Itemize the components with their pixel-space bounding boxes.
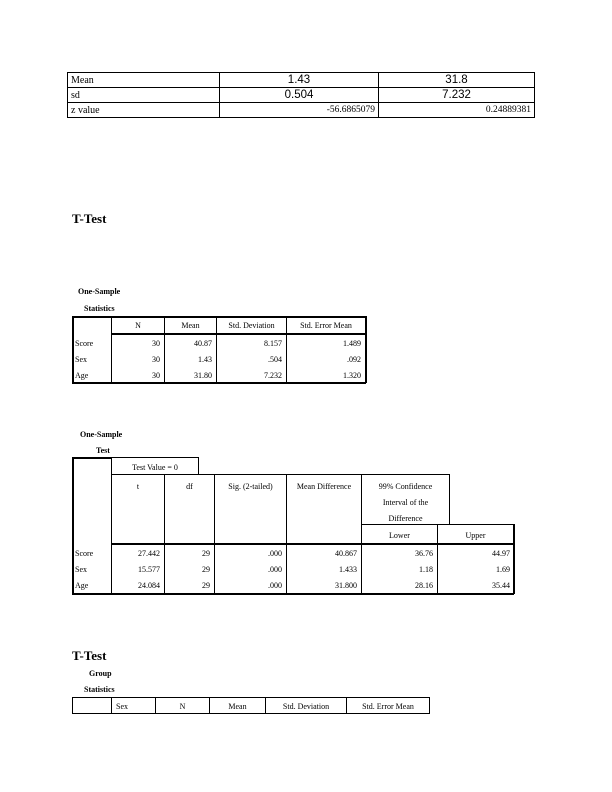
table-caption: Test [96,446,110,455]
column-header: N [135,321,141,330]
column-header: Mean [181,321,200,330]
row-label: Sex [75,355,87,364]
column-header: Mean [228,702,247,711]
cell-value: 44.97 [492,549,510,558]
cell-value: 29 [202,549,210,558]
row-label: Score [75,549,94,558]
column-header: Sig. (2-tailed) [228,482,273,491]
column-header: Upper [465,531,486,540]
cell-value: 31.800 [335,581,357,590]
row-label: Score [75,339,94,348]
cell-value: 1.69 [496,565,510,574]
cell-value: 1.433 [339,565,357,574]
summary-table [67,72,535,118]
cell-value: 40.867 [335,549,357,558]
cell-value: .000 [268,581,282,590]
section-heading: T-Test [72,648,107,663]
test-value-label: Test Value = 0 [132,463,178,472]
row-label: Age [75,371,89,380]
cell-value: 29 [202,581,210,590]
column-header: t [136,482,140,491]
column-header: Difference [388,514,423,523]
table-caption: One-Sample [78,287,121,296]
column-header: Sex [116,702,128,711]
cell-value: 1.43 [220,73,379,88]
column-header: N [179,702,186,711]
cell-value: 24.084 [138,581,160,590]
cell-value: 30 [152,339,160,348]
cell-value: 7.232 [264,371,282,380]
cell-value: 30 [152,355,160,364]
column-header: df [186,482,193,491]
table-caption: One-Sample [80,430,123,439]
cell-value: 1.489 [343,339,361,348]
cell-value: 0.24889381 [379,103,535,118]
column-header: 99% Confidence [378,482,433,491]
column-header: Std. Error Mean [362,702,414,711]
column-header: Std. Deviation [228,321,275,330]
cell-value: .504 [268,355,282,364]
cell-value: 28.16 [415,581,433,590]
cell-value: 31.80 [194,371,212,380]
cell-value: .092 [347,355,361,364]
cell-value: 40.87 [194,339,212,348]
cell-value: 8.157 [264,339,282,348]
summary-row-sd [68,88,535,103]
column-header: Interval of the [382,498,429,507]
summary-row-z [68,103,535,118]
cell-value: 1.320 [343,371,361,380]
table-caption: Group [89,669,112,678]
row-label: z value [68,103,220,118]
column-header: Mean Difference [296,482,352,491]
section-heading: T-Test [72,211,107,226]
cell-value: 35.44 [492,581,510,590]
row-label: Age [75,581,89,590]
row-label: Sex [75,565,87,574]
cell-value: 27.442 [138,549,160,558]
cell-value: 0.504 [220,88,379,103]
table-caption: Statistics [84,685,115,694]
cell-value: 1.18 [419,565,433,574]
cell-value: 15.577 [138,565,160,574]
column-header: Lower [389,531,410,540]
column-header: Std. Deviation [282,702,330,711]
table-caption: Statistics [84,304,115,313]
cell-value: -56.6865079 [220,103,379,118]
cell-value: 7.232 [379,88,535,103]
column-header: Std. Error Mean [300,321,352,330]
cell-value: 29 [202,565,210,574]
cell-value: .000 [268,549,282,558]
cell-value: 36.76 [415,549,433,558]
cell-value: .000 [268,565,282,574]
row-label: sd [68,88,220,103]
cell-value: 30 [152,371,160,380]
cell-value: 31.8 [379,73,535,88]
cell-value: 1.43 [198,355,212,364]
summary-row-mean [68,73,535,88]
row-label: Mean [68,73,220,88]
